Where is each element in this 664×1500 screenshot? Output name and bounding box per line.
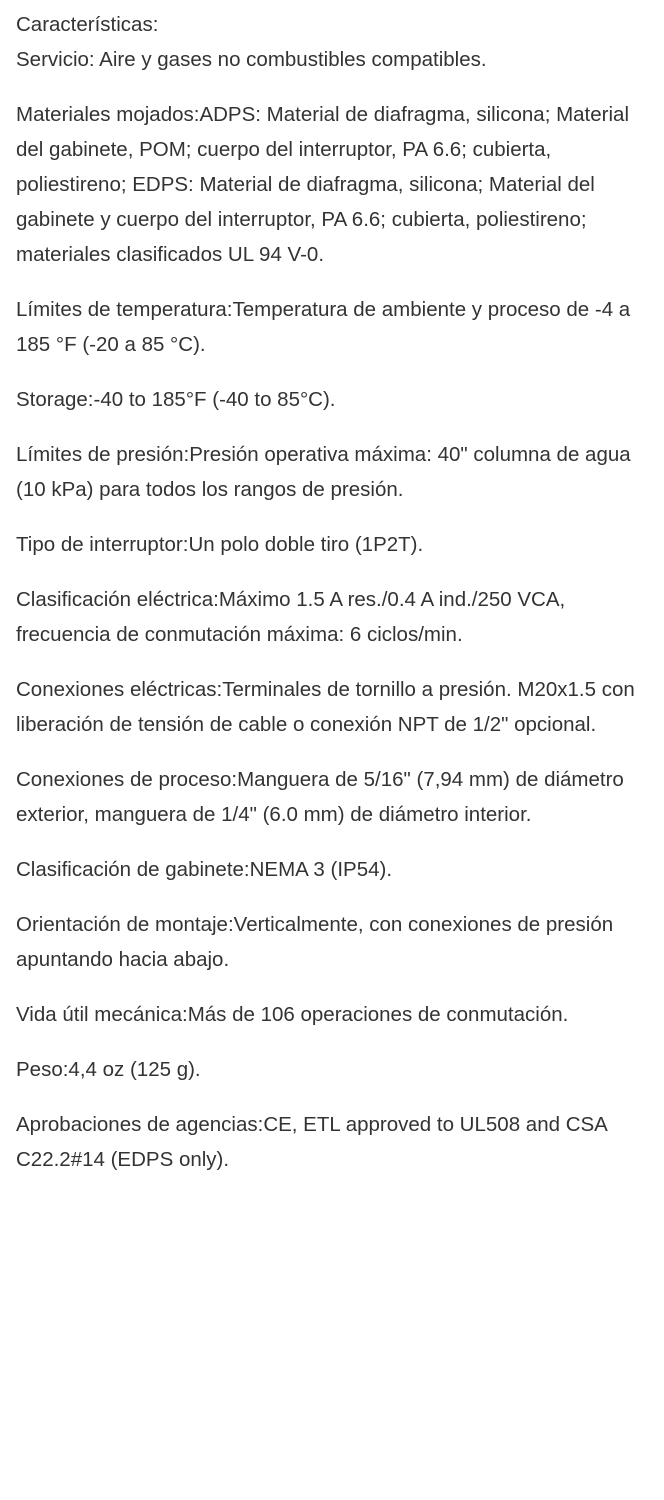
spec-enclosure-rating bbox=[16, 852, 648, 887]
spec-electrical-connections bbox=[16, 672, 648, 742]
spec-storage bbox=[16, 382, 648, 417]
spec-value-pressure-limits: Presión operativa máxima: 40" columna de agua (10 kPa) para todos los rangos de presión. bbox=[16, 443, 631, 501]
spec-value-electrical-rating: Máximo 1.5 A res./0.4 A ind./250 VCA, frecuencia de conmutación máxima: 6 ciclos/min. bbox=[16, 588, 566, 646]
spec-label-mounting-orientation: Orientación de montaje: bbox=[16, 913, 234, 936]
spec-mechanical-life bbox=[16, 997, 648, 1032]
spec-label-temperature-limits: Límites de temperatura: bbox=[16, 298, 233, 321]
spec-value-mechanical-life: Más de 106 operaciones de conmutación. bbox=[187, 1003, 569, 1026]
spec-intro bbox=[16, 7, 648, 77]
spec-pressure-limits bbox=[16, 437, 648, 507]
spec-value-switch-type: Un polo doble tiro (1P2T). bbox=[188, 533, 424, 556]
spec-value-enclosure-rating: NEMA 3 (IP54). bbox=[249, 858, 393, 881]
spec-mounting-orientation bbox=[16, 907, 648, 977]
spec-label-weight: Peso: bbox=[16, 1058, 69, 1081]
spec-label-agency-approvals: Aprobaciones de agencias: bbox=[16, 1113, 264, 1136]
spec-label-wetted-materials: Materiales mojados: bbox=[16, 103, 200, 126]
spec-label-process-connections: Conexiones de proceso: bbox=[16, 768, 238, 791]
spec-value-mounting-orientation: Verticalmente, con conexiones de presión apuntando hacia abajo. bbox=[16, 913, 614, 971]
spec-process-connections bbox=[16, 762, 648, 832]
spec-value-service: Aire y gases no combustibles compatibles. bbox=[99, 48, 487, 71]
characteristics-heading: Características: bbox=[16, 13, 159, 36]
spec-weight bbox=[16, 1052, 648, 1087]
spec-label-electrical-rating: Clasificación eléctrica: bbox=[16, 588, 219, 611]
spec-temperature-limits bbox=[16, 292, 648, 362]
spec-value-wetted-materials: ADPS: Material de diafragma, silicona; Material del gabinete, POM; cuerpo del interruptor, PA 6.6; cubierta, poliestireno; EDPS: Material de diafragma, silicona; Material del gabinete y cuerpo del interruptor, PA 6.6; cubierta, poliestireno; materiales clasificados UL 94 V-0. bbox=[16, 103, 629, 266]
spec-label-service: Servicio: bbox=[16, 48, 100, 71]
spec-wetted-materials bbox=[16, 97, 648, 272]
spec-label-storage: Storage: bbox=[16, 388, 94, 411]
spec-label-mechanical-life: Vida útil mecánica: bbox=[16, 1003, 188, 1026]
spec-value-storage: -40 to 185°F (-40 to 85°C). bbox=[93, 388, 336, 411]
spec-value-weight: 4,4 oz (125 g). bbox=[68, 1058, 201, 1081]
spec-label-electrical-connections: Conexiones eléctricas: bbox=[16, 678, 223, 701]
spec-value-temperature-limits: Temperatura de ambiente y proceso de -4 a 185 °F (-20 a 85 °C). bbox=[16, 298, 631, 356]
spec-label-switch-type: Tipo de interruptor: bbox=[16, 533, 189, 556]
spec-electrical-rating bbox=[16, 582, 648, 652]
spec-agency-approvals bbox=[16, 1107, 648, 1177]
spec-value-agency-approvals: CE, ETL approved to UL508 and CSA C22.2#14 (EDPS only). bbox=[16, 1113, 607, 1171]
spec-value-process-connections: Manguera de 5/16" (7,94 mm) de diámetro exterior, manguera de 1/4" (6.0 mm) de diámetro interior. bbox=[16, 768, 624, 826]
spec-label-enclosure-rating: Clasificación de gabinete: bbox=[16, 858, 250, 881]
spec-label-pressure-limits: Límites de presión: bbox=[16, 443, 190, 466]
spec-switch-type bbox=[16, 527, 648, 562]
spec-value-electrical-connections: Terminales de tornillo a presión. M20x1.5 con liberación de tensión de cable o conexión NPT de 1/2" opcional. bbox=[16, 678, 635, 736]
